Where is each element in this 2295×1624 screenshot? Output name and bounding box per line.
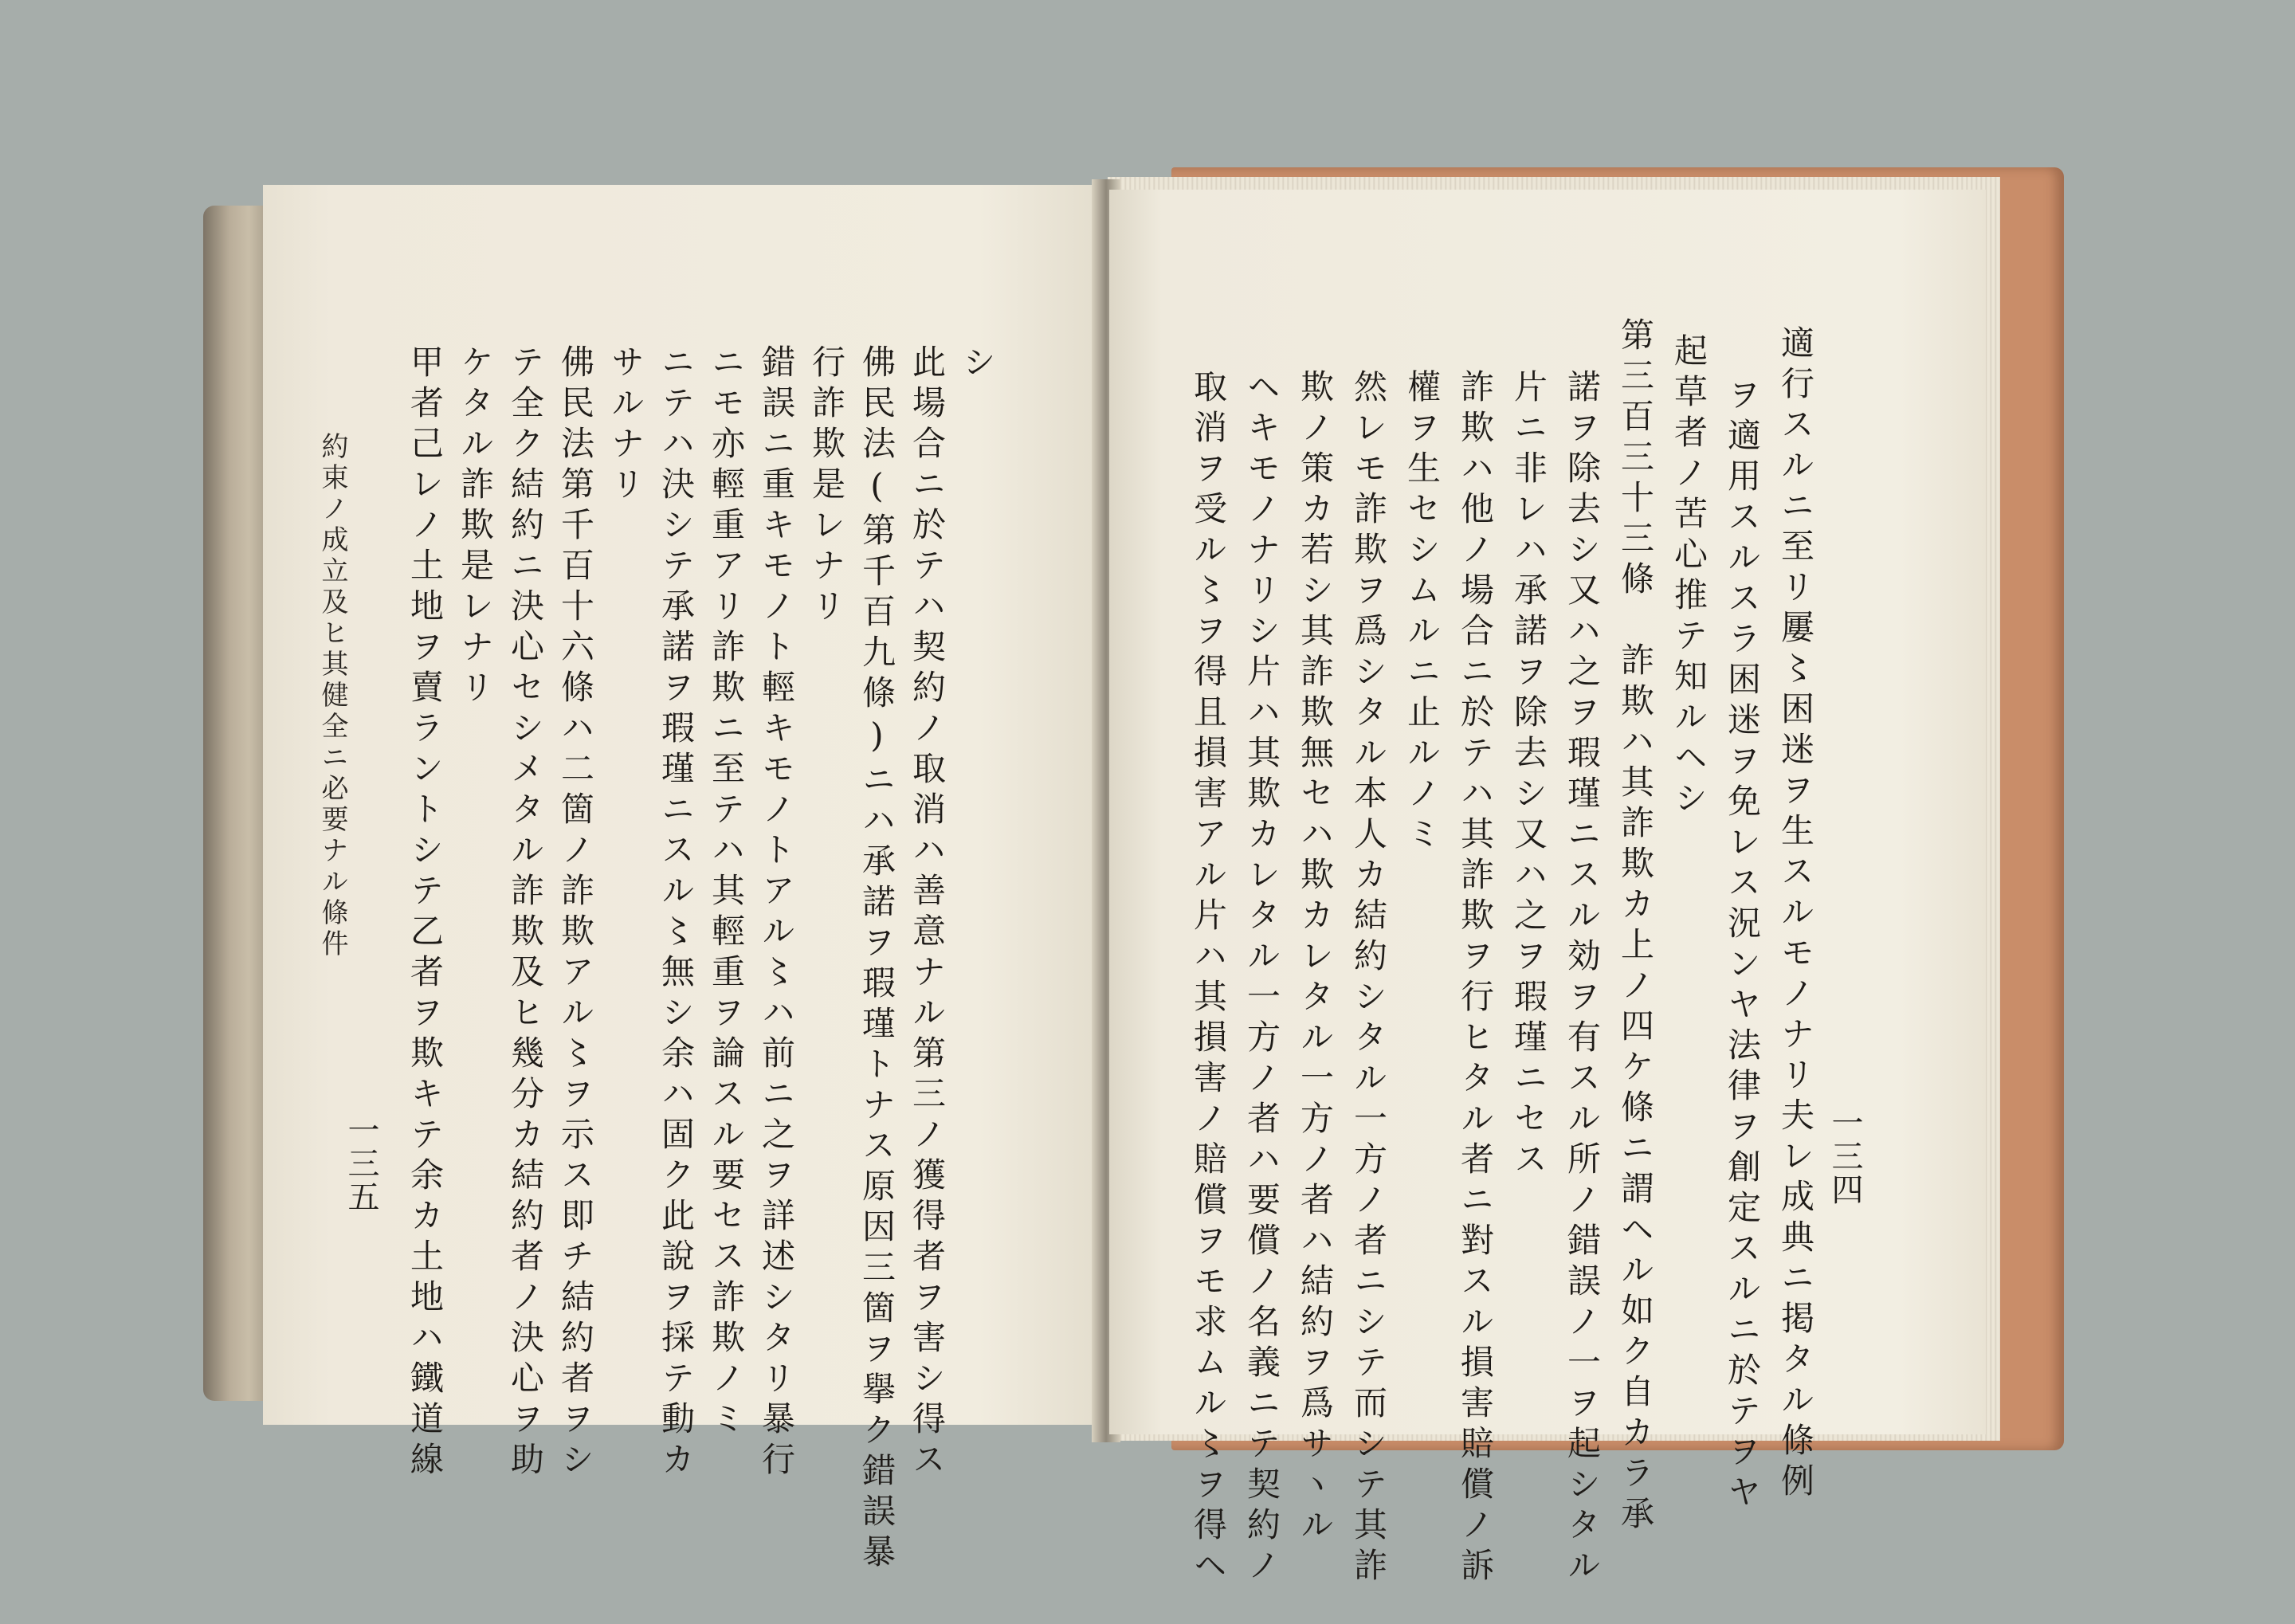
left-text-column: 錯誤ニ重キモノト輕キモノトアル〻ハ前ニ之ヲ詳述シタリ暴行	[757, 344, 796, 1482]
running-header: 約束ノ成立及ヒ其健全ニ必要ナル條件	[316, 432, 348, 960]
right-text-column: 起草者ノ苦心推テ知ルヘシ	[1669, 333, 1708, 821]
right-text-column: 第三百三十三條 詐欺ハ其詐欺カ上ノ四ケ條ニ謂ヘル如ク自カラ承	[1616, 317, 1655, 1536]
right-text-column: 片ニ非レハ承諾ヲ除去シ又ハ之ヲ瑕瑾ニセス	[1509, 369, 1548, 1182]
right-page	[1109, 190, 1986, 1588]
left-text-column: 此場合ニ於テハ契約ノ取消ハ善意ナル第三ノ獲得者ヲ害シ得ス	[908, 344, 947, 1482]
right-text-column: 詐欺ハ他ノ場合ニ於テハ其詐欺ヲ行ヒタル者ニ對スル損害賠償ノ訴	[1456, 369, 1495, 1588]
left-text-column: サルナリ	[606, 344, 645, 507]
page-number-left: 一三五	[343, 1113, 379, 1214]
left-text-column: シ	[958, 344, 997, 385]
right-text-column: 權ヲ生セシムルニ止ルノミ	[1402, 369, 1442, 857]
left-text-column: 佛民法(第千百九條)ニハ承諾ヲ瑕瑾トナス原因三箇ヲ擧ク錯誤暴	[857, 344, 896, 1575]
left-page-edges	[203, 206, 269, 1401]
page-number-right: 一三四	[1826, 1106, 1863, 1206]
left-page	[263, 185, 1104, 1575]
right-text-column: 然レモ詐欺ヲ爲シタル本人カ結約シタル一方ノ者ニシテ而シテ其詐	[1349, 369, 1388, 1588]
right-text-column: 諾ヲ除去シ又ハ之ヲ瑕瑾ニスル効ヲ有スル所ノ錯誤ノ一ヲ起シタル	[1563, 369, 1602, 1588]
right-text-column: ヲ適用スルスラ困迷ヲ免レス況ンヤ法律ヲ創定スルニ於テヲヤ	[1723, 377, 1762, 1515]
left-text-column: 行詐欺是レナリ	[807, 344, 846, 629]
left-text-column: 佛民法第千百十六條ハ二箇ノ詐欺アル〻ヲ示ス即チ結約者ヲシ	[556, 344, 595, 1482]
left-text-column: ニテハ決シテ承諾ヲ瑕瑾ニスル〻無シ余ハ固ク此說ヲ採テ動カ	[657, 344, 696, 1482]
right-text-column: 取消ヲ受ル〻ヲ得且損害アル片ハ其損害ノ賠償ヲモ求ムル〻ヲ得ヘ	[1189, 369, 1228, 1588]
right-text-column: ヘキモノナリシ片ハ其欺カレタル一方ノ者ハ要償ノ名義ニテ契約ノ	[1242, 369, 1281, 1588]
left-text-column: ニモ亦輕重アリ詐欺ニ至テハ其輕重ヲ論スル要セス詐欺ノミ	[707, 344, 746, 1442]
right-text-column: 欺ノ策カ若シ其詐欺無セハ欺カレタル一方ノ者ハ結約ヲ爲サヽル	[1296, 369, 1335, 1548]
left-text-column: ケタル詐欺是レナリ	[456, 344, 495, 710]
right-text-column: 適行スルニ至リ屢〻困迷ヲ生スルモノナリ夫レ成典ニ掲タル條例	[1776, 325, 1815, 1504]
left-text-column: 甲者己レノ土地ヲ賣ラントシテ乙者ヲ欺キテ余カ土地ハ鐵道線	[406, 344, 445, 1482]
left-text-column: テ全ク結約ニ決心セシメタル詐欺及ヒ幾分カ結約者ノ決心ヲ助	[506, 344, 545, 1482]
